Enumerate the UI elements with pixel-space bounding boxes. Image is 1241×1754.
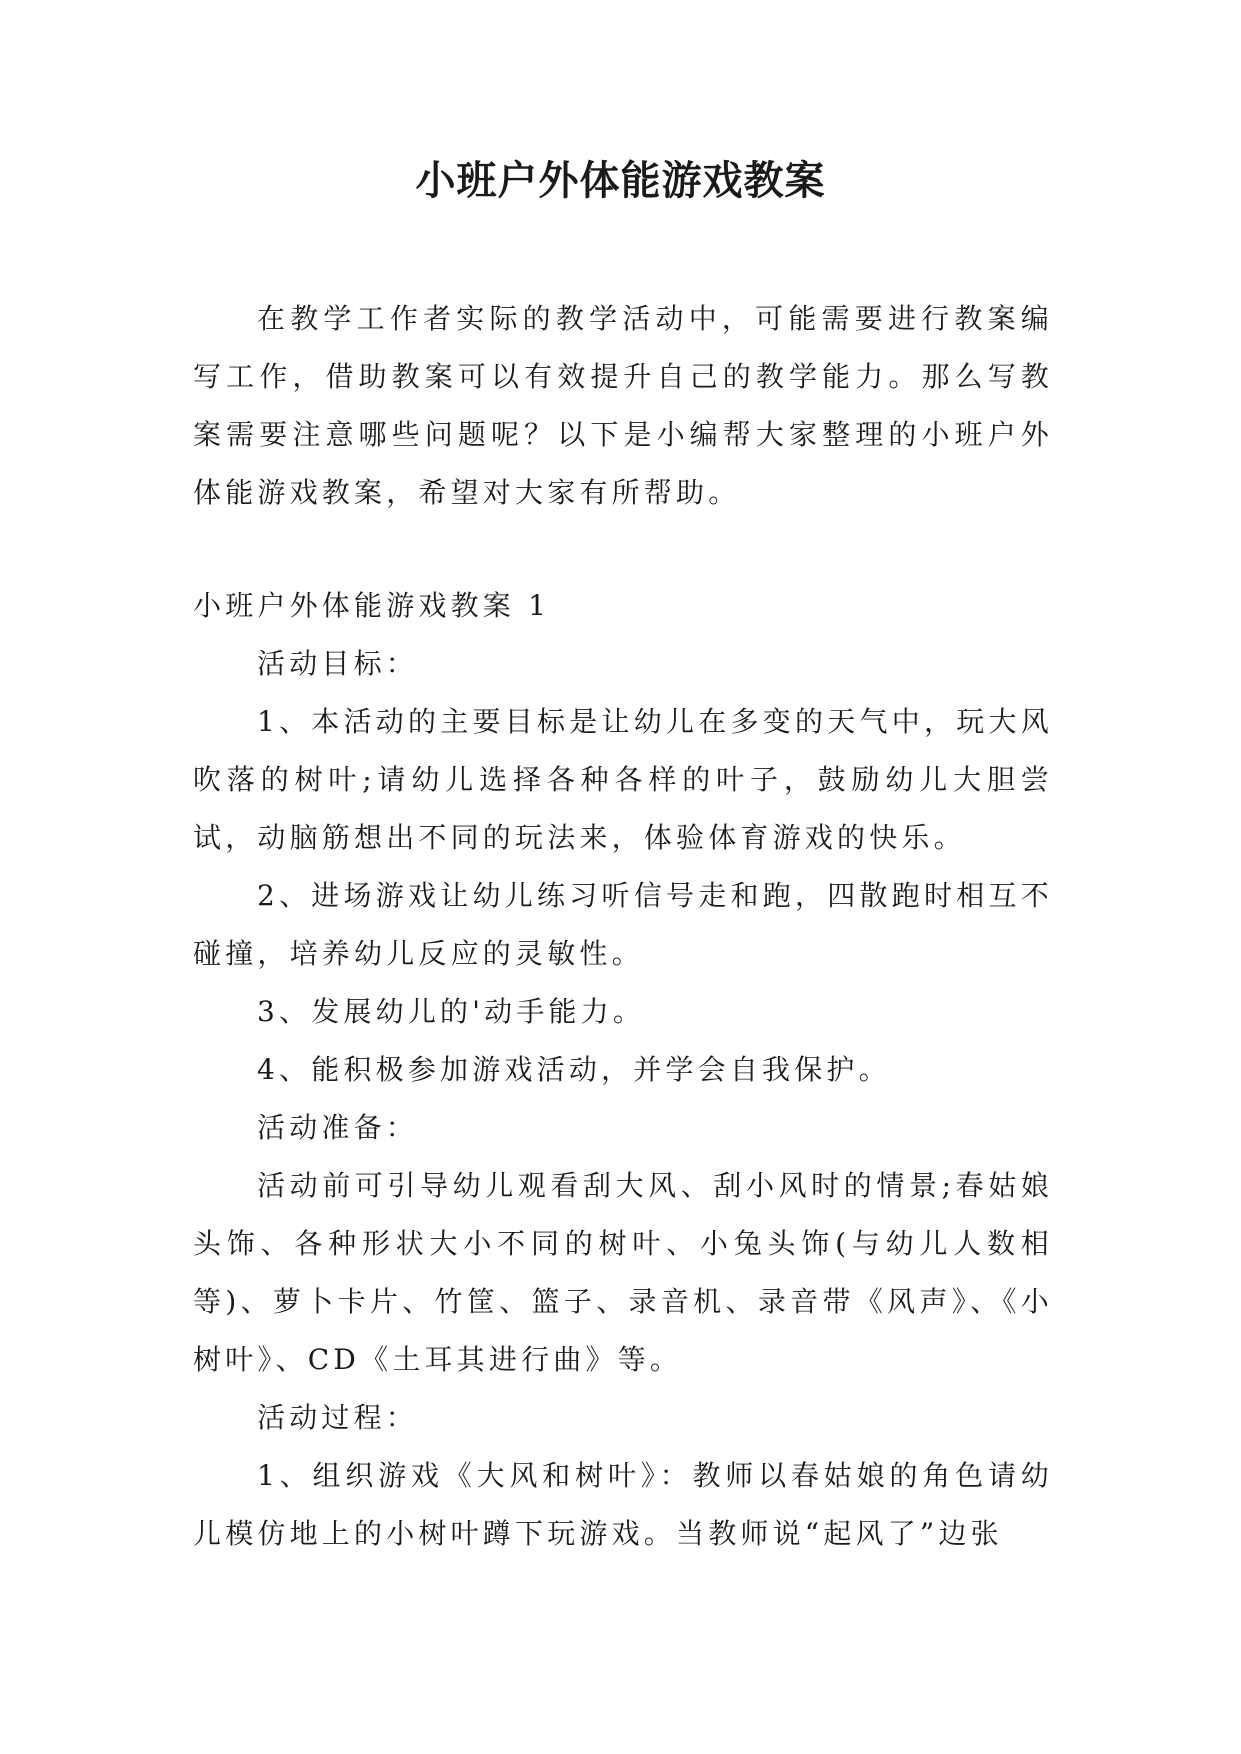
paragraph-process-heading: 活动过程： (257, 1401, 419, 1434)
paragraph-goal-1: 1、本活动的主要目标是让幼儿在多变的天气中，玩大风吹落的树叶;请幼儿选择各种各样的叶子，鼓励幼儿大胆尝试，动脑筋想出不同的玩法来，体验体育游戏的快乐。 (193, 705, 1053, 854)
document-body (193, 577, 1053, 1563)
paragraph-goals-heading: 活动目标： (257, 647, 419, 680)
paragraph-goal-3: 3、发展幼儿的'动手能力。 (257, 995, 646, 1028)
intro-paragraph: 在教学工作者实际的教学活动中，可能需要进行教案编写工作，借助教案可以有效提升自己的教学能力。那么写教案需要注意哪些问题呢？以下是小编帮大家整理的小班户外体能游戏教案，希望对大家有所帮助。 (193, 302, 1053, 509)
paragraph-preparation-heading: 活动准备： (257, 1111, 419, 1144)
document-title: 小班户外体能游戏教案 (415, 158, 826, 204)
paragraph-goal-2: 2、进场游戏让幼儿练习听信号走和跑，四散跑时相互不碰撞，培养幼儿反应的灵敏性。 (193, 879, 1053, 970)
paragraph-process-1: 1、组织游戏《大风和树叶》：教师以春姑娘的角色请幼儿模仿地上的小树叶蹲下玩游戏。当教师说“起风了”边张 (193, 1459, 1053, 1550)
section-heading: 小班户外体能游戏教案 1 (193, 589, 551, 622)
paragraph-preparation: 活动前可引导幼儿观看刮大风、刮小风时的情景;春姑娘头饰、各种形状大小不同的树叶、小兔头饰(与幼儿人数相等)、萝卜卡片、竹筐、篮子、录音机、录音带《风声》、《小树叶》、CD《土耳其进行曲》等。 (193, 1169, 1053, 1376)
paragraph-goal-4: 4、能积极参加游戏活动，并学会自我保护。 (257, 1053, 891, 1086)
